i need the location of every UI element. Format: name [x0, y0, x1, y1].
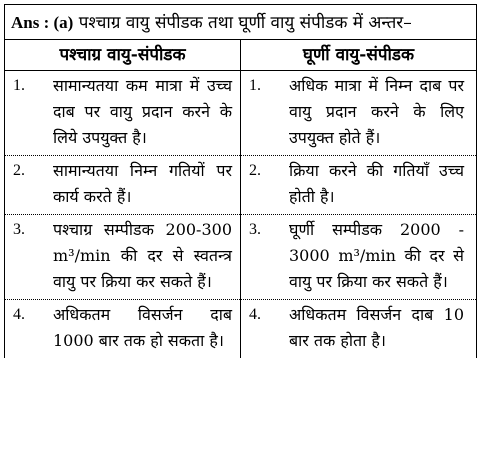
- table-cell: [241, 215, 477, 300]
- row-number: 3.: [249, 221, 261, 238]
- table-header-row: [5, 40, 476, 71]
- question-text: पश्चाग्र वायु संपीडक तथा घूर्णी वायु संपीडक में अन्तर–: [78, 13, 412, 33]
- row-number: 2.: [249, 162, 261, 179]
- table-cell: [241, 156, 477, 215]
- cell-text: सामान्यतया कम मात्रा में उच्च दाब पर वायु प्रदान करने के लिये उपयुक्त है।: [53, 76, 232, 147]
- cell-text: अधिकतम विसर्जन दाब 1000 बार तक हो सकता है।: [53, 305, 232, 350]
- cell-text: अधिकतम विसर्जन दाब 10 बार तक होता है।: [289, 305, 464, 350]
- table-cell: [5, 156, 241, 215]
- row-number: 3.: [13, 221, 25, 238]
- table-row: [5, 215, 476, 300]
- header-reciprocating: पश्चाग्र वायु-संपीडक: [5, 40, 241, 71]
- cell-text: क्रिया करने की गतियाँ उच्च होती है।: [289, 161, 464, 206]
- table-cell: [5, 215, 241, 300]
- table-row: [5, 71, 476, 156]
- comparison-table: [5, 40, 476, 358]
- answer-label: Ans : (a): [11, 13, 74, 32]
- header-rotary: घूर्णी वायु-संपीडक: [241, 40, 477, 71]
- cell-text: अधिक मात्रा में निम्न दाब पर वायु प्रदान करने के लिए उपयुक्त होते हैं।: [289, 76, 464, 147]
- answer-sheet: [4, 4, 477, 358]
- table-row: [5, 156, 476, 215]
- row-number: 4.: [249, 306, 261, 323]
- cell-text: सामान्यतया निम्न गतियों पर कार्य करते हैं।: [53, 161, 232, 206]
- table-row: [5, 300, 476, 359]
- table-cell: [241, 300, 477, 359]
- row-number: 1.: [13, 77, 25, 94]
- row-number: 1.: [249, 77, 261, 94]
- table-cell: [5, 300, 241, 359]
- row-number: 2.: [13, 162, 25, 179]
- cell-text: घूर्णी सम्पीडक 2000 - 3000 m³/min की दर से वायु पर क्रिया कर सकते हैं।: [289, 220, 464, 291]
- cell-text: पश्चाग्र सम्पीडक 200-300 m³/min की दर से स्वतन्त्र वायु पर क्रिया कर सकते हैं।: [53, 220, 232, 291]
- question-line: [5, 5, 476, 40]
- table-cell: [241, 71, 477, 156]
- row-number: 4.: [13, 306, 25, 323]
- table-cell: [5, 71, 241, 156]
